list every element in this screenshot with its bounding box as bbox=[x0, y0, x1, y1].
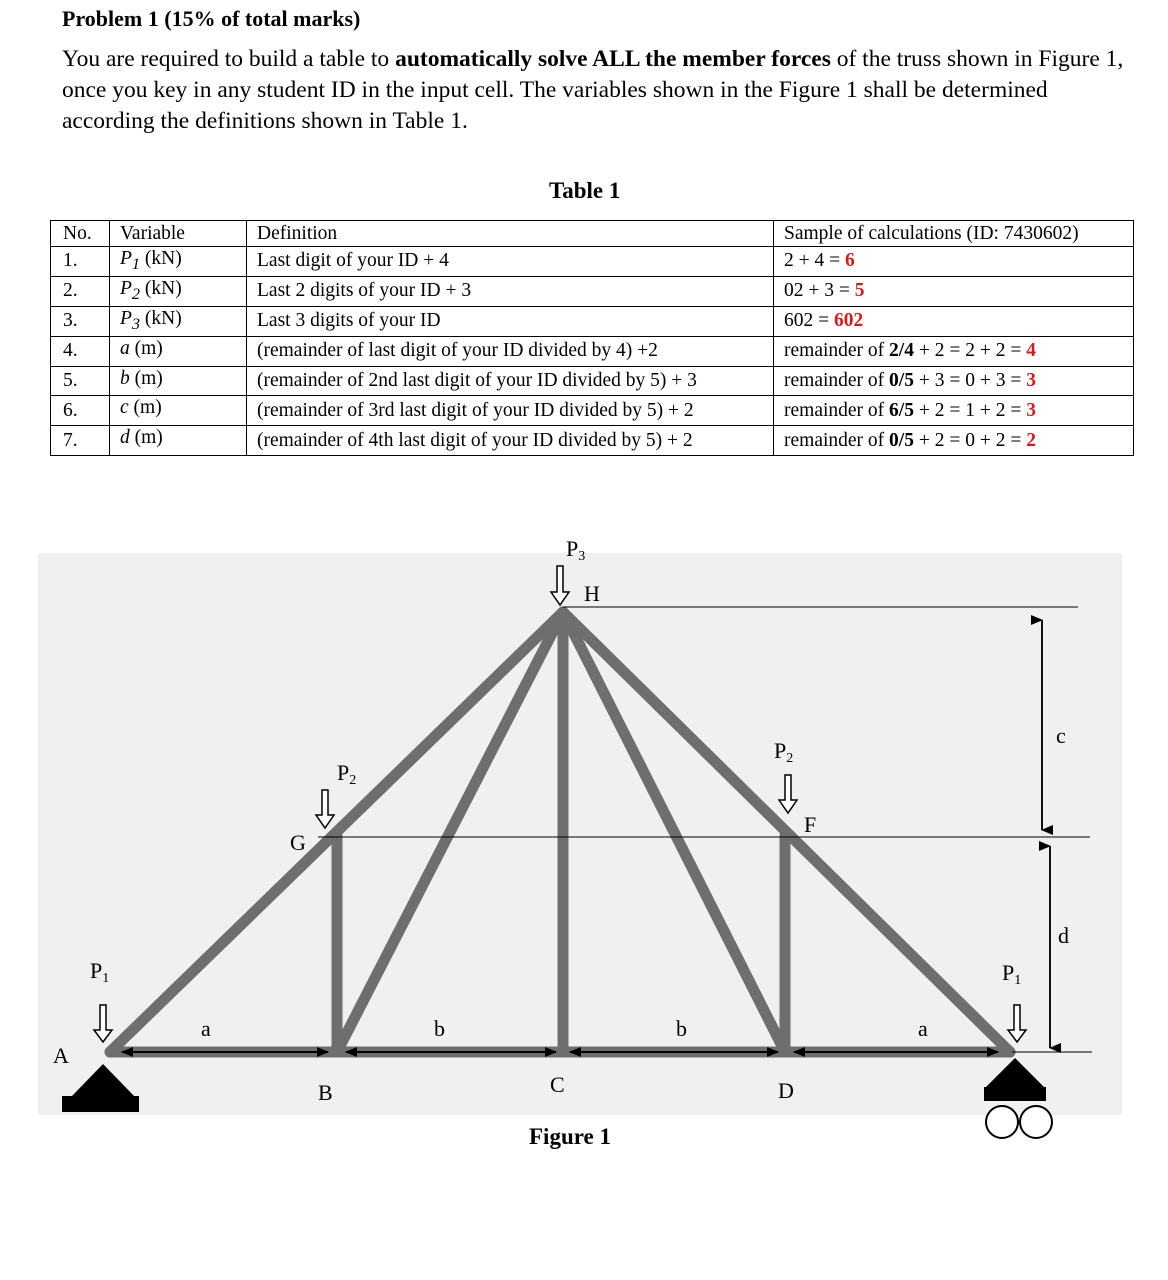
node-label-c: C bbox=[550, 1072, 565, 1097]
table-row bbox=[51, 366, 1134, 396]
row-no: 5. bbox=[51, 366, 110, 396]
load-label-p1-left: P1 bbox=[90, 958, 110, 986]
table-row bbox=[51, 247, 1134, 277]
row-sample: remainder of 6/5 + 2 = 1 + 2 = 3 bbox=[774, 396, 1134, 426]
dim-label-b-right: b bbox=[676, 1016, 687, 1041]
problem-title: Problem 1 (15% of total marks) bbox=[62, 6, 361, 31]
row-no: 1. bbox=[51, 247, 110, 277]
table-row bbox=[51, 306, 1134, 336]
node-label-d: D bbox=[778, 1078, 794, 1103]
row-definition: Last 2 digits of your ID + 3 bbox=[247, 276, 774, 306]
row-sample: 02 + 3 = 5 bbox=[774, 276, 1134, 306]
figure-caption: Figure 1 bbox=[529, 1124, 611, 1149]
load-label-p1-right: P1 bbox=[1002, 960, 1022, 988]
load-label-p3: P3 bbox=[566, 536, 586, 564]
row-sample: remainder of 0/5 + 2 = 0 + 2 = 2 bbox=[774, 426, 1134, 456]
problem-intro: You are required to build a table to automatically solve ALL the member forces of the truss shown in Figure 1, once you key in any student ID in the input cell. The variables shown in the Figure 1 shall be determined according the definitions shown in Table 1. bbox=[62, 46, 1124, 134]
row-variable: $P_1$ (kN) bbox=[110, 247, 247, 277]
dim-label-c: c bbox=[1056, 723, 1066, 748]
row-variable: a (m) bbox=[110, 336, 247, 366]
dim-label-b-left: b bbox=[434, 1016, 445, 1041]
row-definition: (remainder of 4th last digit of your ID divided by 5) + 2 bbox=[247, 426, 774, 456]
dim-label-a-right: a bbox=[918, 1016, 928, 1041]
table-row bbox=[51, 426, 1134, 456]
row-definition: Last digit of your ID + 4 bbox=[247, 247, 774, 277]
row-no: 4. bbox=[51, 336, 110, 366]
row-sample: remainder of 2/4 + 2 = 2 + 2 = 4 bbox=[774, 336, 1134, 366]
row-definition: Last 3 digits of your ID bbox=[247, 306, 774, 336]
row-variable: c (m) bbox=[110, 396, 247, 426]
node-label-b: B bbox=[318, 1080, 333, 1105]
table-header-row bbox=[51, 221, 1134, 247]
variables-table bbox=[50, 220, 1134, 456]
row-definition: (remainder of last digit of your ID divided by 4) +2 bbox=[247, 336, 774, 366]
header-sample: Sample of calculations (ID: 7430602) bbox=[774, 221, 1134, 247]
table-caption: Table 1 bbox=[549, 178, 621, 203]
table-row bbox=[51, 336, 1134, 366]
row-no: 3. bbox=[51, 306, 110, 336]
row-variable: d (m) bbox=[110, 426, 247, 456]
row-sample: remainder of 0/5 + 3 = 0 + 3 = 3 bbox=[774, 366, 1134, 396]
row-variable: $P_3$ (kN) bbox=[110, 306, 247, 336]
header-no: No. bbox=[51, 221, 110, 247]
dim-label-d: d bbox=[1058, 923, 1069, 948]
row-no: 2. bbox=[51, 276, 110, 306]
load-label-p2-left: P2 bbox=[337, 760, 357, 788]
row-sample: 2 + 4 = 6 bbox=[774, 247, 1134, 277]
node-label-f: F bbox=[804, 812, 817, 837]
dim-label-a-left: a bbox=[201, 1016, 211, 1041]
load-label-p2-right: P2 bbox=[774, 738, 794, 766]
table-row bbox=[51, 276, 1134, 306]
row-variable: b (m) bbox=[110, 366, 247, 396]
table-row bbox=[51, 396, 1134, 426]
row-sample: 602 = 602 bbox=[774, 306, 1134, 336]
row-no: 7. bbox=[51, 426, 110, 456]
row-definition: (remainder of 2nd last digit of your ID divided by 5) + 3 bbox=[247, 366, 774, 396]
truss-figure bbox=[0, 530, 1168, 1160]
node-label-h: H bbox=[584, 581, 600, 606]
row-no: 6. bbox=[51, 396, 110, 426]
node-label-g: G bbox=[290, 830, 306, 855]
row-definition: (remainder of 3rd last digit of your ID divided by 5) + 2 bbox=[247, 396, 774, 426]
node-label-a: A bbox=[53, 1043, 69, 1068]
header-definition: Definition bbox=[247, 221, 774, 247]
row-variable: $P_2$ (kN) bbox=[110, 276, 247, 306]
header-variable: Variable bbox=[110, 221, 247, 247]
